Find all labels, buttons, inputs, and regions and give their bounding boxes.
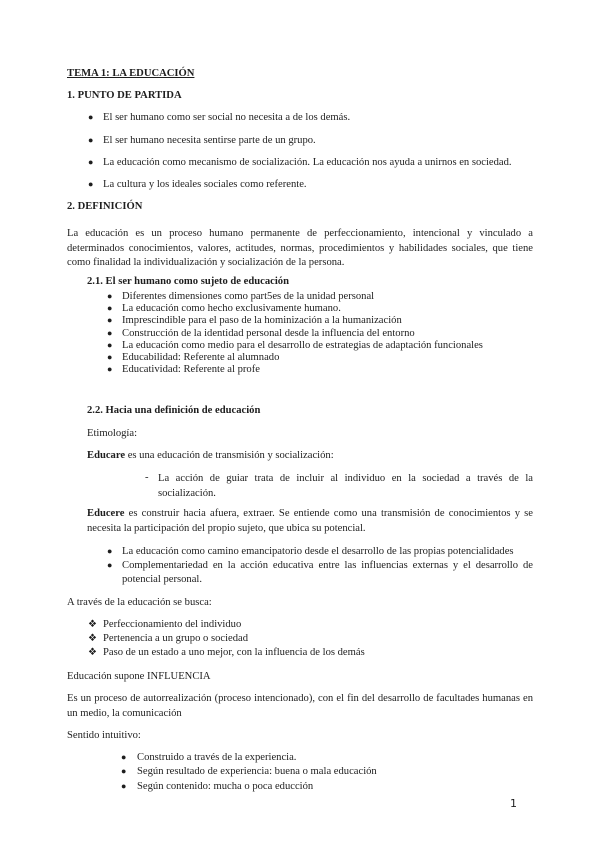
- list-item: Paso de un estado a uno mejor, con la influencia de los demás: [103, 647, 365, 658]
- etimologia-label: Etimología:: [87, 428, 138, 439]
- diamond-bullet-icon: ❖: [88, 633, 97, 644]
- list-item: El ser humano como ser social no necesita a de los demás.: [103, 112, 351, 123]
- list-item: La educación como mecanismo de socialización. La educación nos ayuda a unirnos en sociedad.: [103, 157, 512, 168]
- bullet-icon: ●: [88, 112, 94, 122]
- bullet-icon: ●: [107, 546, 113, 556]
- bullet-icon: ●: [121, 781, 127, 791]
- list-item: Según contenido: mucha o poca educción: [137, 781, 314, 792]
- bullet-icon: ●: [107, 303, 113, 313]
- definition-paragraph: La educación es un proceso humano permanente de perfeccionamiento, intencional y vinculado a determinados conocimientos, valores, actitudes, normas, procedimientos y habilidades sociales, que tiene como finalidad la individualización y socialización de la persona.: [67, 228, 533, 268]
- influencia-line: Educación supone INFLUENCIA: [67, 671, 211, 682]
- list-item: Pertenencia a un grupo o sociedad: [103, 633, 249, 644]
- list-item: La cultura y los ideales sociales como referente.: [103, 179, 307, 190]
- bullet-icon: ●: [121, 752, 127, 762]
- list-item: Construcción de la identidad personal desde la influencia del entorno: [122, 328, 415, 339]
- section-heading-definicion: 2. DEFINICIÓN: [67, 201, 143, 212]
- list-item: Construido a través de la experiencia.: [137, 752, 297, 763]
- educare-line: [87, 449, 334, 462]
- bullet-icon: ●: [107, 364, 113, 374]
- educere-text: es construir hacia afuera, extraer. Se entiende como una transmisión de conocimientos y se necesita la participación del propio sujeto, que ubica su potencial.: [87, 508, 533, 534]
- list-item: Imprescindible para el paso de la hominización a la humanización: [122, 315, 402, 326]
- list-item: Educabilidad: Referente al alumnado: [122, 352, 280, 363]
- autorrealizacion-paragraph: Es un proceso de autorrealización (proceso intencionado), con el fin del desarrollo de facultades humanas en un medio, la comunicación: [67, 693, 533, 719]
- list-item: El ser humano necesita sentirse parte de un grupo.: [103, 135, 316, 146]
- subsection-heading-2-2: 2.2. Hacia una definición de educación: [87, 405, 261, 416]
- bullet-icon: ●: [107, 328, 113, 338]
- section-heading-punto-de-partida: 1. PUNTO DE PARTIDA: [67, 90, 182, 101]
- educere-paragraph: [87, 507, 533, 536]
- dash-bullet-icon: -: [145, 472, 149, 483]
- diamond-bullet-icon: ❖: [88, 647, 97, 658]
- bullet-icon: ●: [107, 315, 113, 325]
- list-item: Perfeccionamiento del individuo: [103, 619, 242, 630]
- bullet-icon: ●: [107, 291, 113, 301]
- subsection-heading-2-1: 2.1. El ser humano como sujeto de educación: [87, 276, 289, 287]
- bullet-icon: ●: [107, 352, 113, 362]
- bullet-icon: ●: [107, 560, 113, 570]
- list-item: La educación como hecho exclusivamente humano.: [122, 303, 341, 314]
- bullet-icon: ●: [121, 766, 127, 776]
- list-item: La educación como medio para el desarrollo de estrategias de adaptación funcionales: [122, 340, 483, 351]
- document-title: TEMA 1: LA EDUCACIÓN: [67, 68, 195, 79]
- diamond-bullet-icon: ❖: [88, 619, 97, 630]
- educere-term: Educere: [87, 508, 125, 519]
- educare-term: Educare: [87, 450, 126, 461]
- bullet-icon: ●: [88, 179, 94, 189]
- sentido-intro: Sentido intuitivo:: [67, 730, 141, 741]
- list-item: Según resultado de experiencia: buena o mala educación: [137, 766, 377, 777]
- list-item: La educación como camino emancipatorio desde el desarrollo de las propias potencialidades: [122, 546, 514, 557]
- list-item: Diferentes dimensiones como part5es de la unidad personal: [122, 291, 375, 302]
- page-number: 1: [510, 797, 517, 810]
- dash-item: La acción de guiar trata de incluir al individuo en la sociedad a través de la socialización.: [158, 473, 533, 499]
- bullet-icon: ●: [88, 135, 94, 145]
- busca-intro: A través de la educación se busca:: [67, 597, 212, 608]
- list-item: Educatividad: Referente al profe: [122, 364, 260, 375]
- list-item: Complementariedad en la acción educativa entre las influencias externas y el desarrollo de potencial personal.: [122, 560, 533, 585]
- bullet-icon: ●: [107, 340, 113, 350]
- educare-text: es una educación de transmisión y socialización:: [125, 450, 334, 461]
- bullet-icon: ●: [88, 157, 94, 167]
